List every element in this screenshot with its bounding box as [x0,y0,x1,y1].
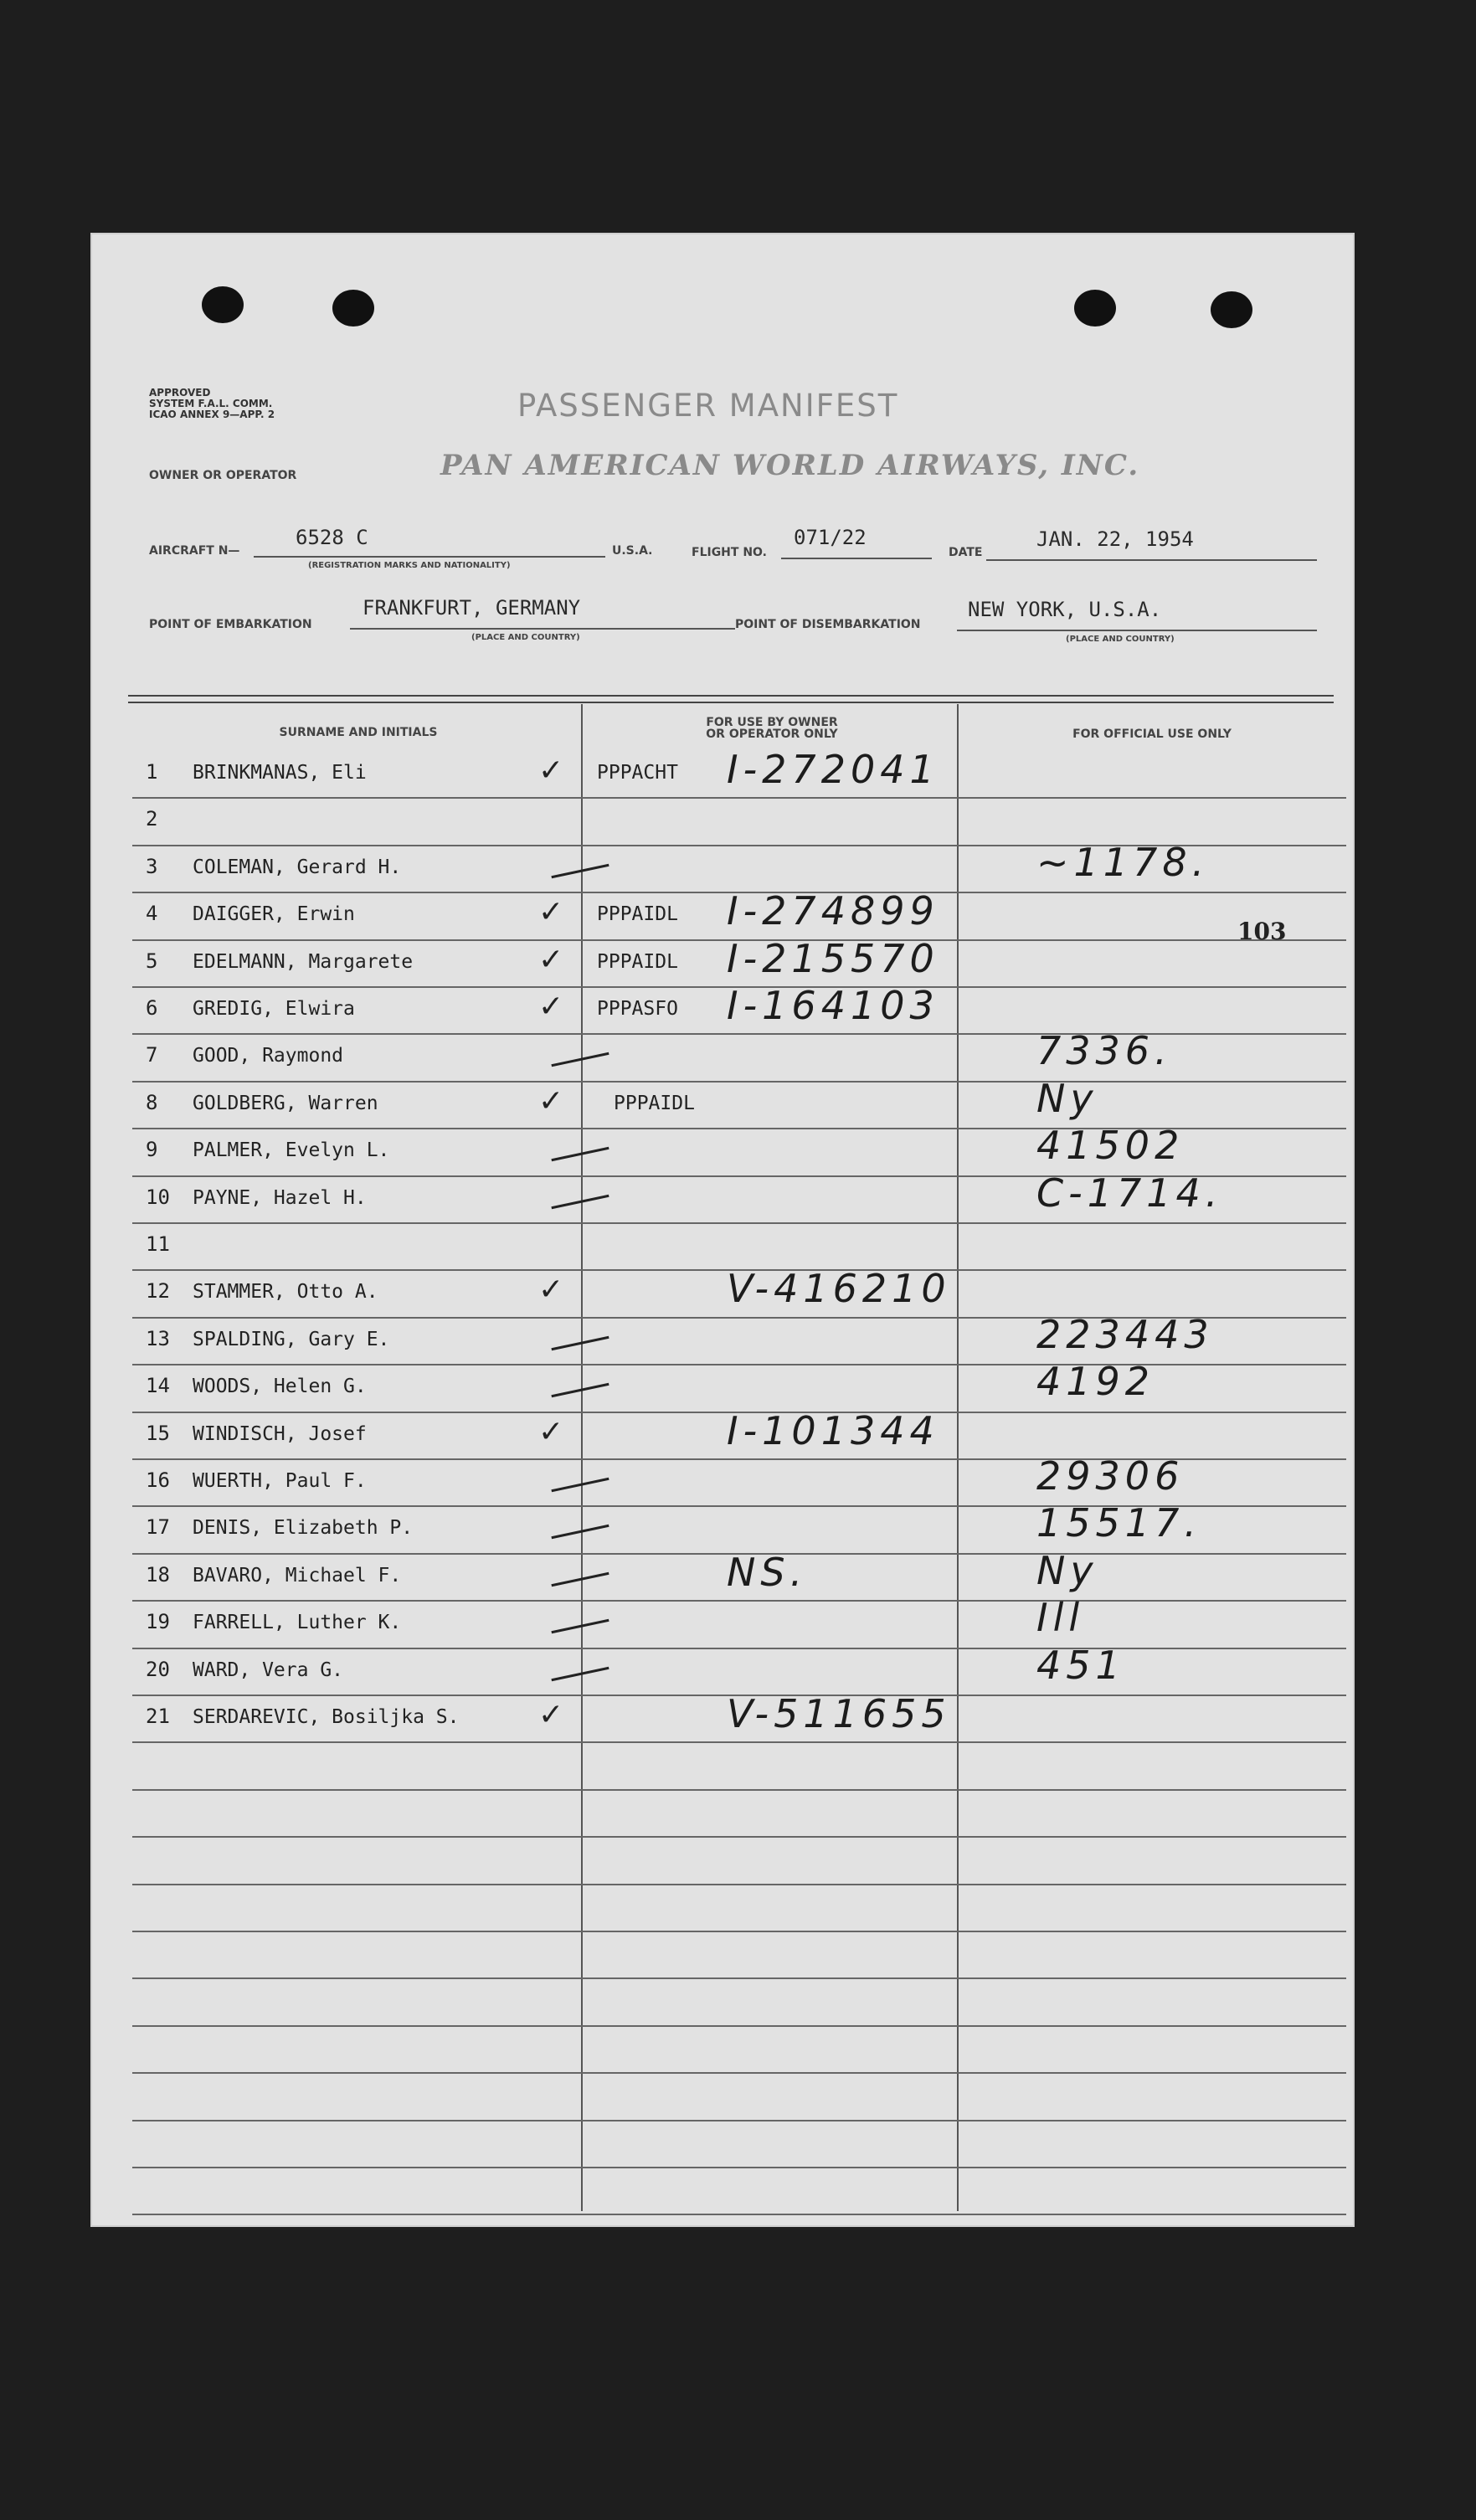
date-label: DATE [949,546,983,559]
disembark-note: (PLACE AND COUNTRY) [1066,635,1175,644]
passenger-name: EDELMANN, Margarete [193,950,414,973]
company-name: PAN AMERICAN WORLD AIRWAYS, INC. [440,449,1140,482]
row-number: 14 [146,1374,170,1398]
row-number: 9 [146,1138,158,1162]
dash-mark-icon [551,1666,609,1680]
row-number: 15 [146,1421,170,1445]
row-number: 6 [146,996,158,1020]
disembark-value: NEW YORK, U.S.A. [968,598,1162,621]
column-divider [957,704,959,2211]
passenger-name: STAMMER, Otto A. [193,1281,378,1304]
owner-handwritten-number: NS. [727,1549,808,1595]
passenger-name: PAYNE, Hazel H. [193,1186,367,1209]
column-header-owner-use: FOR USE BY OWNER OR OPERATOR ONLY [706,716,838,741]
row-number: 18 [146,1562,170,1587]
passenger-name: WUERTH, Paul F. [193,1470,367,1492]
embark-value: FRANKFURT, GERMANY [363,596,581,620]
punch-hole [202,286,244,323]
row-rule [132,1600,1346,1602]
embark-label: POINT OF EMBARKATION [149,618,312,631]
passport-code: PPPAIDL [597,950,678,973]
owner-label: OWNER OR OPERATOR [149,469,297,482]
dash-mark-icon [551,1147,609,1161]
passenger-name: WINDISCH, Josef [193,1422,367,1445]
passenger-name: DAIGGER, Erwin [193,903,355,926]
flight-label: FLIGHT NO. [692,546,767,559]
official-handwritten-number: 7336. [1036,1028,1172,1074]
passport-code: PPPAIDL [597,903,678,926]
page-title: PASSENGER MANIFEST [517,388,899,424]
row-number: 4 [146,902,158,926]
check-mark-icon: ✓ [538,1273,564,1308]
approval-note: APPROVED SYSTEM F.A.L. COMM. ICAO ANNEX 9—APP. 2 [149,387,275,420]
owner-handwritten-number: I-101344 [727,1407,939,1453]
row-rule [132,1884,1346,1885]
row-rule [132,2214,1346,2215]
punch-hole [1211,291,1252,328]
row-rule [132,1648,1346,1649]
dash-mark-icon [551,1572,609,1587]
disembark-rule [957,630,1317,631]
owner-handwritten-number: I-272041 [727,747,939,792]
passenger-name: SPALDING, Gary E. [193,1328,390,1350]
check-mark-icon: ✓ [538,895,564,930]
flight-value: 071/22 [794,526,867,549]
official-handwritten-number: ~1178. [1036,839,1210,885]
row-rule [132,1222,1346,1224]
row-number: 21 [146,1705,170,1728]
aircraft-value: 6528 C [296,526,368,549]
usa-label: U.S.A. [612,544,653,558]
check-mark-icon: ✓ [538,942,564,977]
official-handwritten-number: C-1714. [1036,1170,1223,1216]
passport-code: PPPASFO [597,998,678,1020]
passenger-name: SERDAREVIC, Bosiljka S. [193,1706,460,1728]
official-handwritten-number: Ny [1036,1075,1098,1121]
official-handwritten-number: 451 [1036,1642,1125,1688]
row-rule [132,2072,1346,2074]
official-handwritten-number: 29306 [1036,1453,1185,1499]
row-rule [132,1741,1346,1743]
passenger-name: BAVARO, Michael F. [193,1564,402,1587]
disembark-label: POINT OF DISEMBARKATION [735,618,921,631]
row-number: 13 [146,1326,170,1350]
passenger-name: WARD, Vera G. [193,1659,344,1681]
row-number: 8 [146,1090,158,1114]
manifest-sheet [90,233,1355,2227]
column-divider [581,704,583,2211]
page-number-stamp: 103 [1237,918,1287,945]
passenger-name: DENIS, Elizabeth P. [193,1517,414,1540]
dash-mark-icon [551,1478,609,1492]
date-value: JAN. 22, 1954 [1036,527,1194,551]
passenger-name: PALMER, Evelyn L. [193,1139,390,1162]
official-handwritten-number: 4192 [1036,1359,1155,1405]
dash-mark-icon [551,864,609,878]
dash-mark-icon [551,1052,609,1067]
row-rule [132,1836,1346,1838]
column-header-official-use: FOR OFFICIAL USE ONLY [1072,728,1232,741]
row-number: 2 [146,807,158,831]
check-mark-icon: ✓ [538,1698,564,1732]
dash-mark-icon [551,1619,609,1633]
registration-note: (REGISTRATION MARKS AND NATIONALITY) [308,561,511,570]
official-handwritten-number: 41502 [1036,1123,1185,1169]
row-number: 3 [146,854,158,878]
row-number: 7 [146,1043,158,1067]
check-mark-icon: ✓ [538,990,564,1024]
row-number: 17 [146,1515,170,1540]
dash-mark-icon [551,1525,609,1539]
passport-code: PPPAIDL [614,1092,695,1114]
check-mark-icon: ✓ [538,1083,564,1119]
table-top-rule [128,695,1334,703]
aircraft-label: AIRCRAFT N— [149,544,240,558]
column-header-surname: SURNAME AND INITIALS [279,726,438,739]
row-rule [132,2025,1346,2027]
passenger-name: BRINKMANAS, Eli [193,762,367,784]
flight-rule [781,558,932,559]
passenger-name: WOODS, Helen G. [193,1376,367,1398]
owner-handwritten-number: V-416210 [727,1266,951,1312]
passenger-name: COLEMAN, Gerard H. [193,856,402,878]
official-handwritten-number: 15517. [1036,1500,1201,1546]
check-mark-icon: ✓ [538,753,564,788]
row-number: 11 [146,1232,170,1256]
row-number: 12 [146,1279,170,1304]
punch-hole [1074,290,1116,327]
row-rule [132,1081,1346,1083]
row-number: 19 [146,1610,170,1634]
row-rule [132,2120,1346,2121]
passenger-name: GREDIG, Elwira [193,998,355,1020]
embark-note: (PLACE AND COUNTRY) [471,633,580,642]
row-rule [132,1977,1346,1979]
punch-hole [332,290,374,327]
row-rule [132,1789,1346,1791]
owner-handwritten-number: V-511655 [727,1691,951,1736]
dash-mark-icon [551,1194,609,1208]
owner-handwritten-number: I-274899 [727,888,939,934]
row-number: 20 [146,1657,170,1681]
date-rule [986,559,1317,561]
row-rule [132,2167,1346,2168]
row-rule [132,797,1346,799]
official-handwritten-number: Ill [1036,1595,1085,1641]
row-number: 16 [146,1468,170,1492]
embark-rule [350,628,735,630]
passenger-name: GOLDBERG, Warren [193,1092,378,1114]
official-handwritten-number: 223443 [1036,1311,1214,1357]
owner-handwritten-number: I-215570 [727,935,939,981]
row-number: 1 [146,760,158,784]
dash-mark-icon [551,1383,609,1397]
owner-handwritten-number: I-164103 [727,983,939,1028]
aircraft-rule [254,556,605,558]
row-number: 5 [146,949,158,973]
check-mark-icon: ✓ [538,1414,564,1449]
row-rule [132,1364,1346,1365]
row-rule [132,1931,1346,1932]
official-handwritten-number: Ny [1036,1547,1098,1593]
row-number: 10 [146,1185,170,1209]
dash-mark-icon [551,1336,609,1350]
passenger-name: FARRELL, Luther K. [193,1612,402,1634]
passport-code: PPPACHT [597,762,678,784]
passenger-name: GOOD, Raymond [193,1045,344,1067]
